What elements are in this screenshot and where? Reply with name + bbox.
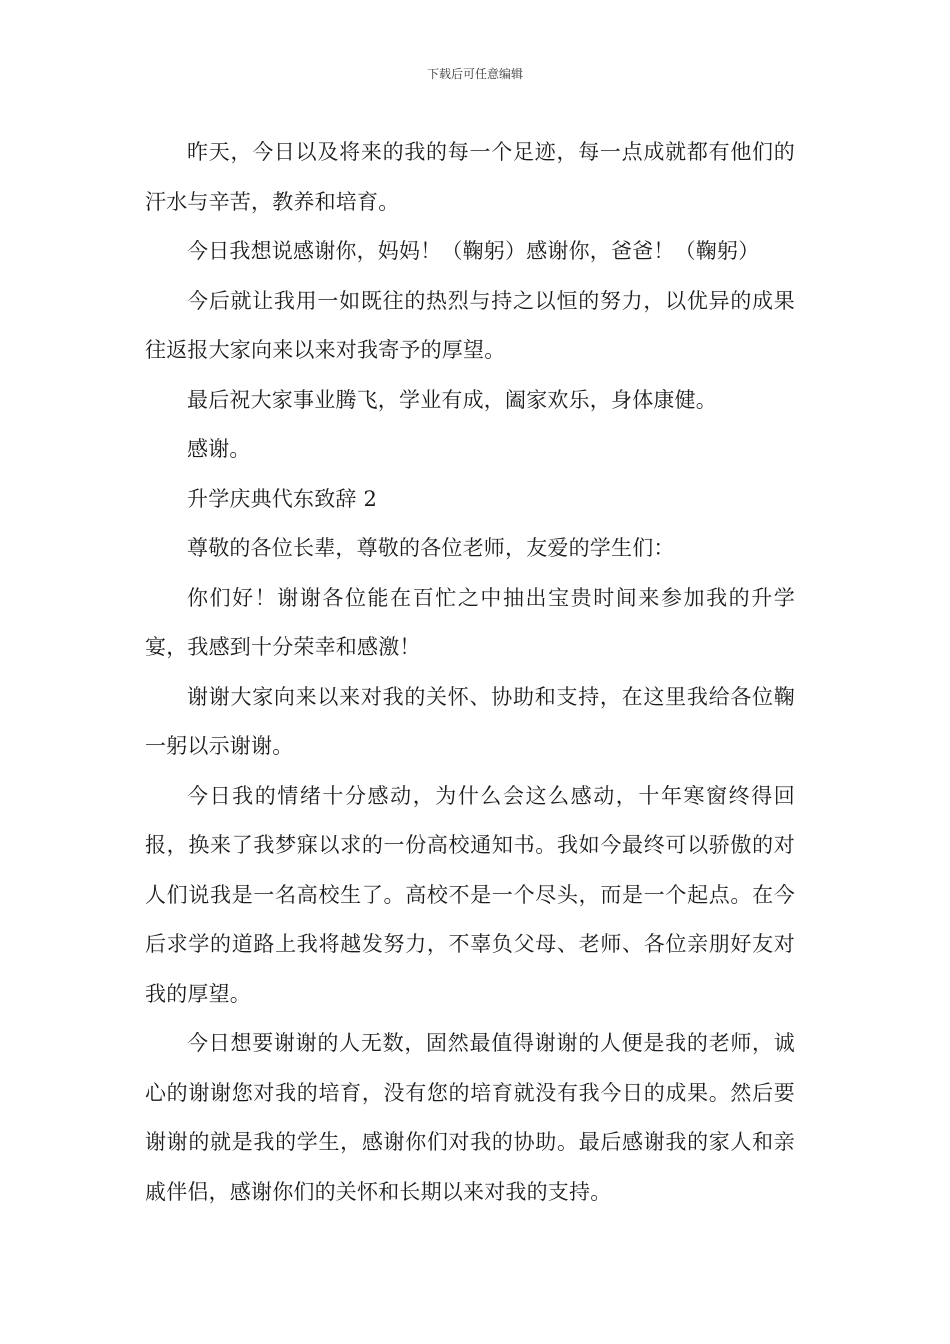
document-body <box>145 128 795 1217</box>
paragraph: 今日我的情绪十分感动，为什么会这么感动，十年寒窗终得回报，换来了我梦寐以求的一份高校通知书。我如今最终可以骄傲的对人们说我是一名高校生了。高校不是一个尽头，而是一个起点。在今后求学的道路上我将越发努力，不辜负父母、老师、各位亲朋好友对我的厚望。 <box>145 783 795 1006</box>
paragraph: 今日想要谢谢的人无数，固然最值得谢谢的人便是我的老师，诚心的谢谢您对我的培育，没有您的培育就没有我今日的成果。然后要谢谢的就是我的学生，感谢你们对我的协助。最后感谢我的家人和亲戚伴侣，感谢你们的关怀和长期以来对我的支持。 <box>145 1031 795 1204</box>
salutation: 尊敬的各位长辈，尊敬的各位老师，友爱的学生们： <box>187 536 675 560</box>
paragraph: 你们好！谢谢各位能在百忙之中抽出宝贵时间来参加我的升学宴，我感到十分荣幸和感激！ <box>145 585 795 659</box>
section-title: 升学庆典代东致辞 2 <box>187 486 378 511</box>
paragraph: 谢谢大家向来以来对我的关怀、协助和支持，在这里我给各位鞠一躬以示谢谢。 <box>145 684 795 758</box>
paragraph: 最后祝大家事业腾飞，学业有成，阖家欢乐，身体康健。 <box>187 387 717 412</box>
paragraph: 感谢。 <box>187 437 251 461</box>
paragraph: 昨天，今日以及将来的我的每一个足迹，每一点成就都有他们的汗水与辛苦，教养和培育。 <box>145 140 795 214</box>
paragraph: 今日我想说感谢你，妈妈！（鞠躬）感谢你，爸爸！（鞠躬） <box>187 239 760 263</box>
page-header: 下载后可任意编辑 <box>426 67 523 81</box>
paragraph: 今后就让我用一如既往的热烈与持之以恒的努力，以优异的成果往返报大家向来以来对我寄予的厚望。 <box>145 288 795 362</box>
